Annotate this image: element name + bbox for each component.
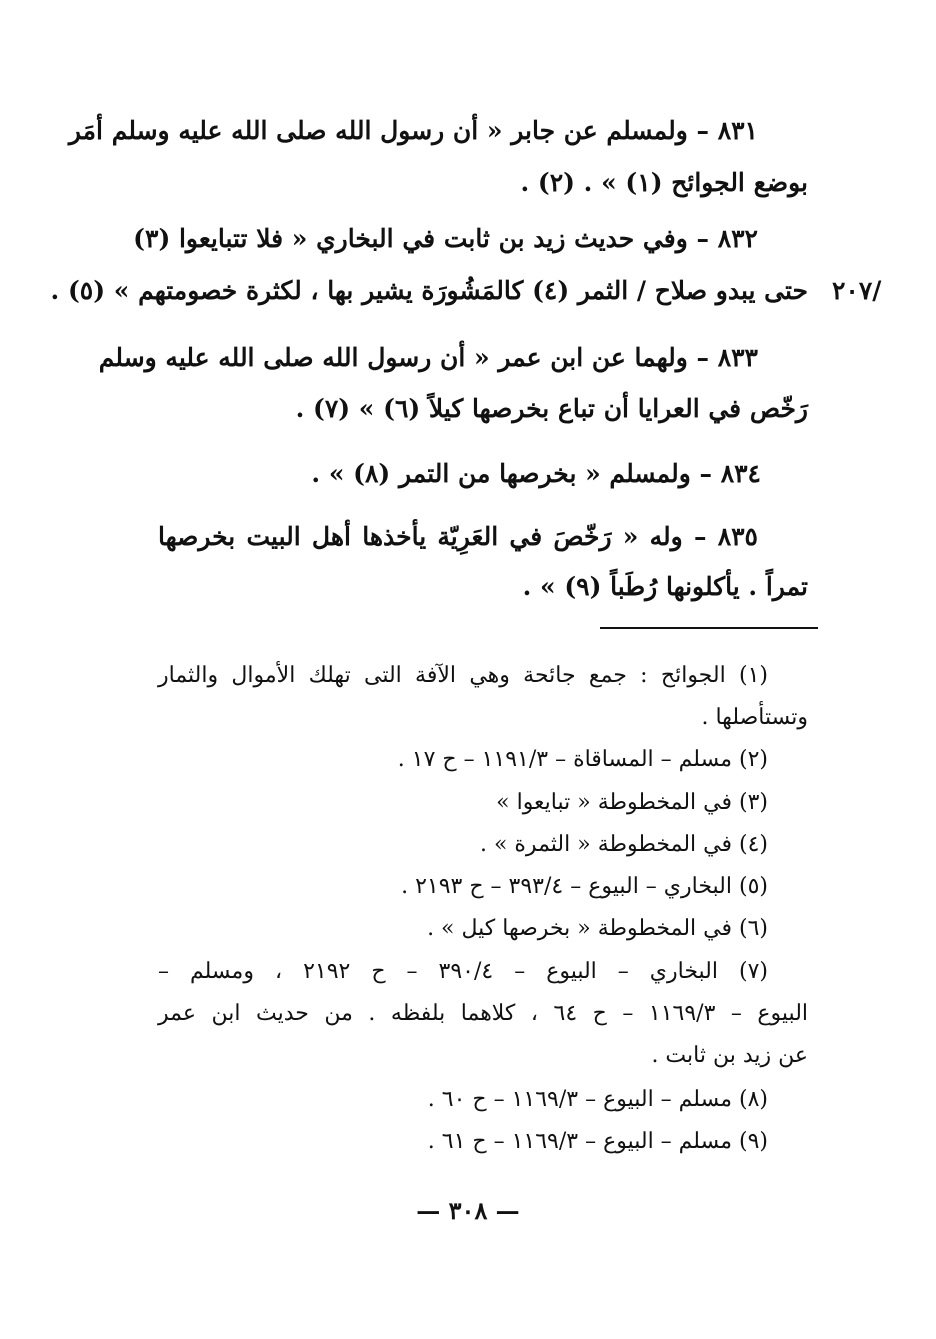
entry-831-line-2: بوضع الجوائح (١) » . (٢) .	[520, 168, 808, 197]
footnote-6: (٦) في المخطوطة « بخرصها كيل » .	[427, 916, 768, 941]
footnote-7-line-2: البيوع – ١١٦٩/٣ – ح ٦٤ ، كلاهما بلفظه . من حديث ابن عمر	[158, 1001, 809, 1026]
entry-835-line-2: تمراً . يأكلونها رُطَباً (٩) » .	[522, 572, 808, 601]
footnote-5: (٥) البخاري – البيوع – ٣٩٣/٤ – ح ٢١٩٣ .	[401, 874, 768, 899]
entry-833-line-1: ٨٣٣ – ولهما عن ابن عمر « أن رسول الله صلى الله عليه وسلم	[98, 343, 758, 372]
footnote-separator	[600, 627, 818, 629]
footnote-8: (٨) مسلم – البيوع – ١١٦٩/٣ – ح ٦٠ .	[427, 1087, 768, 1112]
entry-834-line-1: ٨٣٤ – ولمسلم « بخرصها من التمر (٨) » .	[311, 459, 761, 488]
entry-835-line-1: ٨٣٥ – وله « رَخّصَ في العَرِيّة يأخذها أهل البيت بخرصها	[158, 522, 758, 551]
footnote-3: (٣) في المخطوطة « تبايعوا »	[496, 790, 768, 815]
footnote-2: (٢) مسلم – المساقاة – ١١٩١/٣ – ح ١٧ .	[397, 747, 768, 772]
footnote-1-line-1: (١) الجوائح : جمع جائحة وهي الآفة التى تهلك الأموال والثمار	[158, 663, 768, 688]
entry-831-line-1: ٨٣١ – ولمسلم عن جابر « أن رسول الله صلى الله عليه وسلم أمَر	[68, 116, 758, 145]
footnote-9: (٩) مسلم – البيوع – ١١٦٩/٣ – ح ٦١ .	[427, 1129, 768, 1154]
entry-833-line-2: رَخّص في العرايا أن تباع بخرصها كيلاً (٦) » (٧) .	[295, 394, 808, 423]
footnote-1-line-2: وتستأصلها .	[701, 705, 808, 730]
footnote-4: (٤) في المخطوطة « الثمرة » .	[479, 832, 768, 857]
page-number: — ٣٠٨ —	[416, 1196, 520, 1225]
entry-832-line-2: حتى يبدو صلاح / الثمر (٤) كالمَشُورَة يشير بها ، لكثرة خصومتهم » (٥) .	[50, 276, 808, 305]
footnote-7-line-3: عن زيد بن ثابت .	[651, 1043, 808, 1068]
footnote-7-line-1: (٧) البخاري – البيوع – ٣٩٠/٤ – ح ٢١٩٢ ، ومسلم –	[158, 959, 768, 984]
entry-832-line-1: ٨٣٢ – وفي حديث زيد بن ثابت في البخاري « فلا تتبايعوا (٣)	[133, 224, 758, 253]
margin-folio-marker: /٢٠٧	[832, 276, 882, 305]
